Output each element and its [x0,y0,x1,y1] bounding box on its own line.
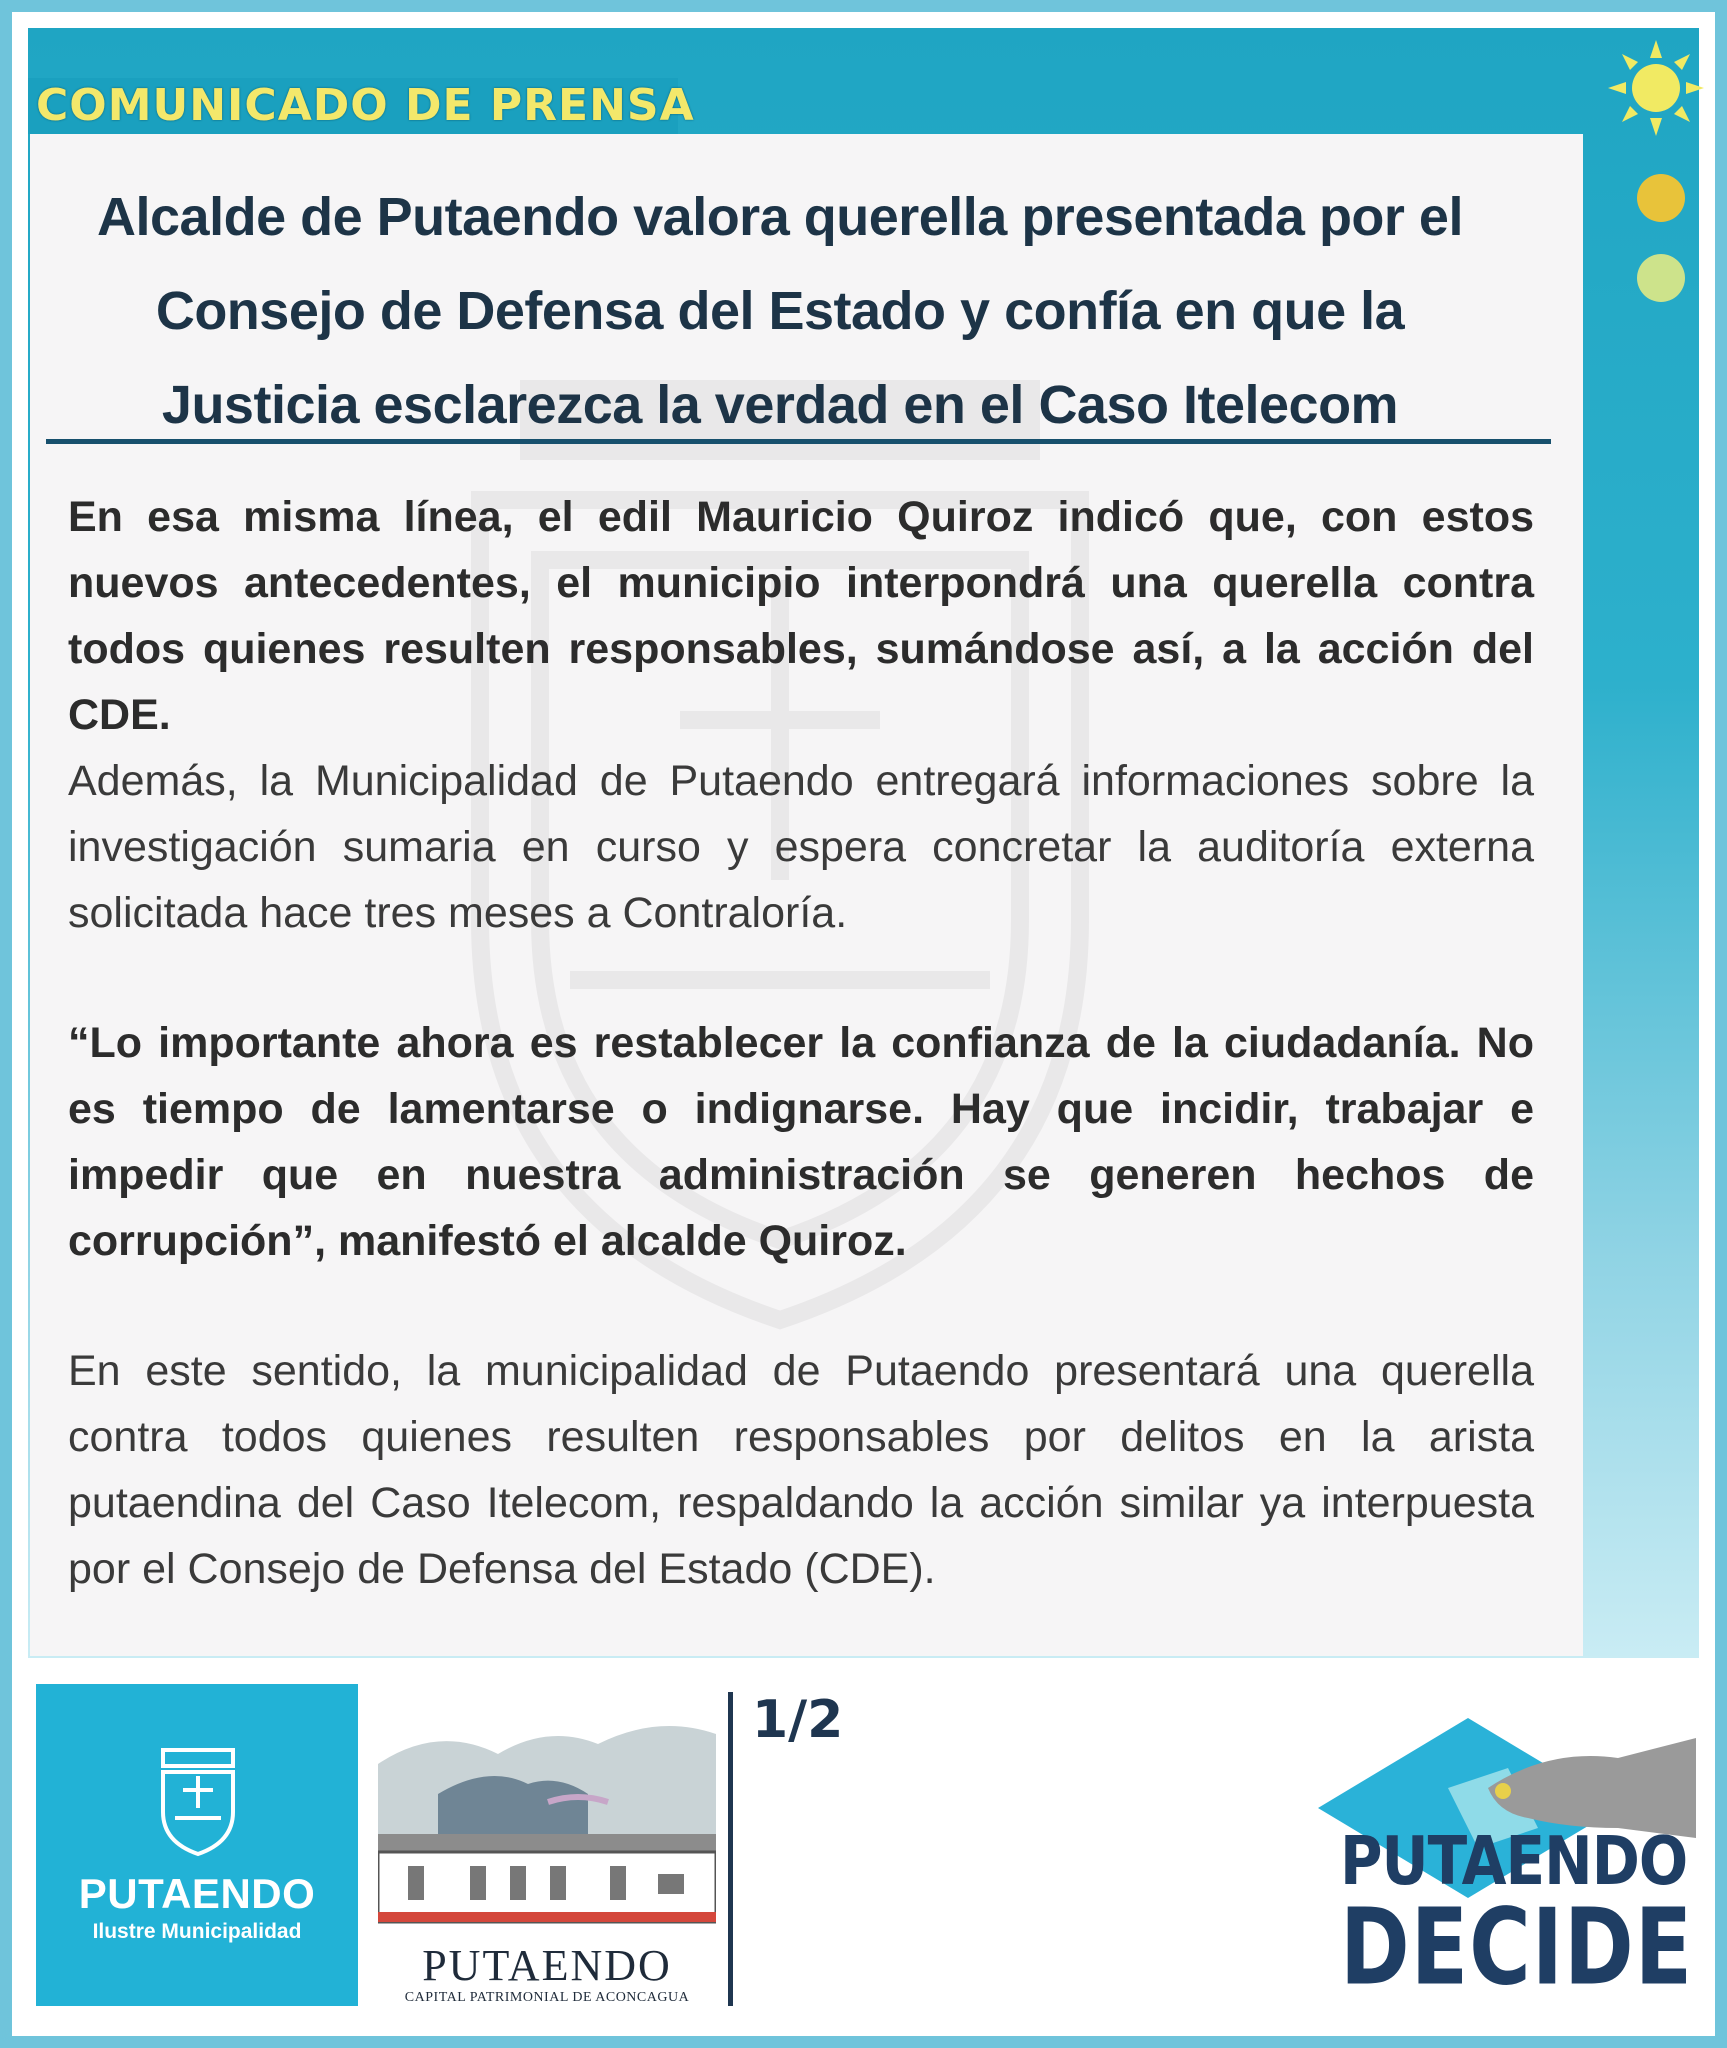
heritage-logo-subtitle: CAPITAL PATRIMONIAL DE ACONCAGUA [404,1990,690,2005]
article-paragraph: En esa misma línea, el edil Mauricio Quiroz indicó que, con estos nuevos antecedentes, el municipio interpondrá una querella contra todos quienes resulten responsables, sumándose así, a la acción del CDE. [68,493,1534,739]
decor-dot-yellow [1637,174,1685,222]
footer-divider [728,1692,733,2006]
article-paragraph: En este sentido, la municipalidad de Putaendo presentará una querella contra todos quienes resulten responsables por delitos en la arista putaendina del Caso Itelecom, respaldando la acción similar ya interpuesta por el Consejo de Defensa del Estado (CDE). [68,1347,1534,1593]
decor-dot-green [1637,254,1685,302]
municipality-logo-subtitle: Ilustre Municipalidad [92,1920,302,1943]
page-counter: 1/2 [752,1690,844,1750]
article-paragraph: Además, la Municipalidad de Putaendo entregará informaciones sobre la investigación sumaria en curso y espera concretar la auditoría externa solicitada hace tres meses a Contraloría. [68,757,1534,937]
article-headline: Alcalde de Putaendo valora querella presentada por el Consejo de Defensa del Estado y confía en que la Justicia esclarezca la verdad en el Caso Itelecom [97,187,1463,435]
municipality-logo-name: PUTAENDO [78,1870,316,1917]
sun-icon [1608,40,1704,136]
article-quote: “Lo importante ahora es restablecer la confianza de la ciudadanía. No es tiempo de lamentarse o indignarse. Hay que incidir, trabajar e impedir que en nuestra administración se generen hechos de corrupción”, manifestó el alcalde Quiroz. [68,1019,1534,1265]
municipality-logo [36,1684,358,2006]
campaign-title-line2: DECIDE [1340,1886,1694,2009]
headline-divider [46,439,1551,444]
campaign-title-line1: PUTAENDO [1340,1822,1688,1901]
press-release-label: COMUNICADO DE PRENSA [36,80,695,131]
shield-icon [153,1746,243,1858]
heritage-logo-name: PUTAENDO [422,1941,672,1990]
